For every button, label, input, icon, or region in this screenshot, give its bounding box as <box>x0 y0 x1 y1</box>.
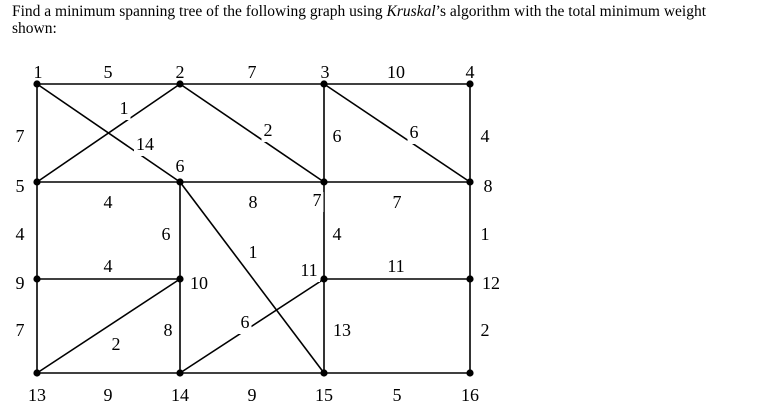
edge-weight-11-14-group <box>239 312 252 334</box>
vertex-label-8-group <box>484 176 493 196</box>
edge-weight-9-10-group <box>104 256 113 276</box>
edge-weight-3-7-group <box>333 126 342 146</box>
edge-weight-10-13-group <box>110 334 123 356</box>
edge-weight-11-15-group <box>333 320 351 340</box>
vertex-5 <box>33 178 40 185</box>
edge-weight-2-5: 1 <box>119 98 129 119</box>
edge-weight-1-6: 14 <box>136 134 154 155</box>
edge-weight-2-5-group <box>118 98 131 120</box>
edge-weight-7-8-group <box>393 192 402 212</box>
edge-weight-3-7: 6 <box>332 126 342 147</box>
question-after: ’s algorithm with the total minimum weight shown: <box>12 3 707 37</box>
vertex-label-9-group <box>16 273 25 293</box>
vertex-label-14: 14 <box>171 385 189 406</box>
edge-weight-3-4-group <box>387 62 405 82</box>
vertex-8 <box>466 178 473 185</box>
vertex-label-6-group <box>176 156 185 176</box>
vertex-11 <box>320 275 327 282</box>
edge-weight-1-2: 5 <box>103 62 113 83</box>
edge-weight-4-8-group <box>481 126 490 146</box>
vertex-label-15: 15 <box>315 385 333 406</box>
edge-weight-1-6-group <box>134 134 156 156</box>
vertex-16 <box>466 369 473 376</box>
edge-weight-6-15: 1 <box>248 242 258 263</box>
vertex-label-11-group <box>298 260 320 282</box>
edge-weight-10-13: 2 <box>111 334 121 355</box>
vertex-label-5-group <box>16 176 25 196</box>
vertex-10 <box>176 275 183 282</box>
vertex-label-10: 10 <box>190 273 208 294</box>
vertex-label-6: 6 <box>175 156 185 177</box>
question-before: Find a minimum spanning tree of the following graph using <box>12 3 387 20</box>
edge-weight-10-14: 8 <box>163 320 173 341</box>
edge-weight-9-10: 4 <box>103 256 113 277</box>
edge-weight-1-5: 7 <box>15 126 25 147</box>
edge-10-13 <box>37 279 180 373</box>
edge-weight-7-11-group <box>333 224 342 244</box>
vertex-label-7: 7 <box>312 190 322 211</box>
vertex-label-8: 8 <box>483 176 493 197</box>
edge-weight-6-7: 8 <box>248 192 258 213</box>
edge-weight-13-14: 9 <box>103 385 113 406</box>
vertex-label-2: 2 <box>175 62 185 83</box>
edge-weight-3-8-group <box>408 122 421 144</box>
edge-weight-5-9-group <box>16 224 25 244</box>
vertex-label-3: 3 <box>320 62 330 83</box>
edge-weight-12-16: 2 <box>480 320 490 341</box>
edge-weight-8-12: 1 <box>480 224 490 245</box>
edge-weight-11-15: 13 <box>333 320 351 341</box>
edge-weight-5-6-group <box>104 192 113 212</box>
vertex-7 <box>320 178 327 185</box>
algorithm-name: Kruskal <box>386 3 436 20</box>
edge-weight-6-15-group <box>247 242 260 264</box>
vertex-label-13: 13 <box>28 385 46 406</box>
vertex-9 <box>33 275 40 282</box>
vertex-label-4-group <box>466 62 475 82</box>
edge-weight-8-12-group <box>481 224 490 244</box>
edge-weight-12-16-group <box>481 320 490 340</box>
edge-weight-5-9: 4 <box>15 224 25 245</box>
edge-weight-1-2-group <box>104 62 113 82</box>
vertex-label-2-group <box>176 62 185 82</box>
vertex-14 <box>176 369 183 376</box>
edge-weight-9-13: 7 <box>15 320 25 341</box>
vertex-label-7-group <box>311 190 324 212</box>
vertex-13 <box>33 369 40 376</box>
vertex-label-9: 9 <box>15 273 25 294</box>
edge-weight-13-14-group <box>104 385 113 405</box>
edge-2-7 <box>180 84 324 182</box>
edge-weight-9-13-group <box>16 320 25 340</box>
edge-weight-6-7-group <box>249 192 258 212</box>
edge-weight-1-5-group <box>16 126 25 146</box>
vertex-12 <box>466 275 473 282</box>
vertex-label-12: 12 <box>482 273 500 294</box>
vertex-label-5: 5 <box>15 176 25 197</box>
vertex-label-14-group <box>171 385 189 405</box>
vertex-label-4: 4 <box>465 62 475 83</box>
vertex-label-3-group <box>321 62 330 82</box>
edge-weight-11-12-group <box>387 256 404 276</box>
edge-weight-14-15: 9 <box>247 385 257 406</box>
edge-weight-11-14: 6 <box>240 312 250 333</box>
edge-weight-5-6: 4 <box>103 192 113 213</box>
vertex-label-12-group <box>482 273 500 293</box>
vertex-label-16-group <box>461 385 479 405</box>
edge-weight-15-16: 5 <box>392 385 402 406</box>
edge-weight-14-15-group <box>248 385 257 405</box>
edge-weight-2-3: 7 <box>247 62 257 83</box>
edge-weight-11-12: 11 <box>387 256 405 277</box>
edge-weight-15-16-group <box>393 385 402 405</box>
edge-3-8 <box>324 84 470 182</box>
edge-weight-7-11: 4 <box>332 224 342 245</box>
vertex-6 <box>176 178 183 185</box>
vertex-label-10-group <box>190 273 208 293</box>
vertex-15 <box>320 369 327 376</box>
vertex-label-15-group <box>315 385 333 405</box>
edge-weight-6-10: 6 <box>161 224 171 245</box>
edge-weight-10-14-group <box>164 320 173 340</box>
vertex-label-13-group <box>28 385 46 405</box>
edge-weight-2-3-group <box>248 62 257 82</box>
edge-weight-4-8: 4 <box>480 126 490 147</box>
vertex-label-16: 16 <box>461 385 479 406</box>
edge-weight-3-8: 6 <box>409 122 419 143</box>
vertex-label-1: 1 <box>33 62 43 83</box>
edge-weight-6-10-group <box>162 224 171 244</box>
vertex-label-11: 11 <box>300 260 318 281</box>
vertex-label-1-group <box>34 62 43 82</box>
edge-weight-2-7: 2 <box>263 120 273 141</box>
edge-weight-3-4: 10 <box>387 62 405 83</box>
edge-weight-7-8: 7 <box>392 192 402 213</box>
edge-weight-2-7-group <box>262 120 275 142</box>
